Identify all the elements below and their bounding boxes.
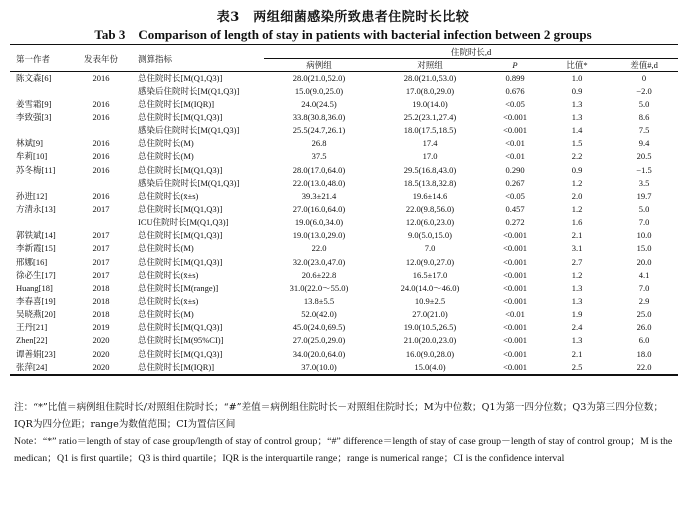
cell-year: 2016: [92, 190, 110, 201]
cell-ratio: 3.1: [571, 243, 583, 254]
cell-year: 2019: [92, 322, 110, 333]
cell-case: 13.8±5.5: [303, 295, 335, 306]
cell-case: 32.0(23.0,47.0): [292, 256, 346, 267]
cell-diff: 4.1: [638, 269, 650, 280]
cell-indicator: 感染后住院时长[M(Q1,Q3)]: [138, 85, 240, 96]
cell-author: [10, 124, 72, 137]
cell-case: 45.0(24.0,69.5): [292, 322, 346, 333]
cell-control: 24.0(14.0～46.0): [400, 282, 460, 293]
cell-p: <0.05: [505, 190, 525, 201]
cell-diff: 25.0: [636, 309, 652, 320]
cell-year: [72, 84, 130, 97]
cell-ratio: 2.1: [571, 348, 583, 359]
cell-diff: 0: [641, 72, 647, 83]
cell-indicator: 总住院时长[M(Q1,Q3)]: [138, 164, 223, 175]
cell-author: [10, 216, 72, 229]
cell-year: [72, 216, 130, 229]
cell-ratio: 1.3: [571, 295, 583, 306]
table-row: [10, 137, 678, 150]
cell-indicator: 总住院时长[M(Q1,Q3)]: [138, 111, 223, 122]
cell-control: 18.0(17.5,18.5): [403, 125, 457, 136]
cell-control: 21.0(20.0,23.0): [403, 335, 457, 346]
cell-year: 2020: [92, 348, 110, 359]
cell-p: 0.457: [505, 203, 525, 214]
cell-indicator: 总住院时长[M(Q1,Q3)]: [138, 72, 223, 83]
cell-case: 26.8: [311, 138, 327, 149]
table-row: [10, 71, 678, 84]
cell-control: 19.0(14.0): [412, 98, 448, 109]
cell-indicator: 总住院时长[M(IQR)]: [138, 361, 215, 372]
cell-p: 0.272: [505, 217, 525, 228]
cell-p: <0.001: [503, 361, 527, 372]
header-diff: 差值#,d: [630, 60, 658, 70]
cell-author: 牟莉[10]: [16, 151, 48, 162]
cell-p: <0.001: [503, 125, 527, 136]
header-rule: [10, 71, 678, 72]
cell-p: 0.676: [505, 85, 525, 96]
cell-year: 2017: [92, 256, 110, 267]
table-row: [10, 347, 678, 360]
cell-diff: 8.6: [638, 111, 650, 122]
cell-author: 张萍[24]: [16, 361, 48, 372]
cell-ratio: 1.2: [571, 269, 583, 280]
cell-diff: 20.5: [636, 151, 652, 162]
cell-indicator: 总住院时长[M(Q1,Q3)]: [138, 230, 223, 241]
cell-ratio: 1.2: [571, 177, 583, 188]
table-row: [10, 124, 678, 137]
cell-case: 22.0: [311, 243, 327, 254]
cell-ratio: 2.1: [571, 230, 583, 241]
cell-year: 2016: [92, 98, 110, 109]
cell-case: 22.0(13.0,48.0): [292, 177, 346, 188]
cell-p: <0.001: [503, 256, 527, 267]
cell-p: <0.001: [503, 295, 527, 306]
table-row: [10, 84, 678, 97]
table-row: [10, 216, 678, 229]
header-p: P: [512, 60, 518, 70]
cell-control: 18.5(13.8,32.8): [403, 177, 457, 188]
cell-control: 12.0(9.0,27.0): [405, 256, 455, 267]
cell-control: 16.5±17.0: [412, 269, 448, 280]
cell-p: <0.01: [505, 138, 525, 149]
table-row: [10, 163, 678, 176]
cell-ratio: 1.2: [571, 203, 583, 214]
cell-control: 28.0(21.0,53.0): [403, 72, 457, 83]
cell-case: 15.0(9.0,25.0): [294, 85, 344, 96]
cell-control: 22.0(9.8,56.0): [405, 203, 455, 214]
cell-diff: 9.4: [638, 138, 650, 149]
cell-control: 15.0(4.0): [414, 361, 446, 372]
cell-ratio: 1.5: [571, 138, 583, 149]
cell-author: 姜雪霜[9]: [16, 98, 52, 109]
cell-p: <0.001: [503, 282, 527, 293]
cell-case: 33.8(30.8,36.0): [292, 111, 346, 122]
header-los-group: 住院时长,d: [264, 46, 678, 59]
cell-year: [72, 124, 130, 137]
table-row: [10, 308, 678, 321]
cell-author: [10, 176, 72, 189]
cell-control: 19.6±14.6: [412, 190, 448, 201]
cell-year: 2018: [92, 282, 110, 293]
los-comparison-table: [10, 46, 678, 373]
cell-p: <0.001: [503, 243, 527, 254]
cell-case: 19.0(6.0,34.0): [294, 217, 344, 228]
cell-ratio: 0.9: [571, 164, 583, 175]
cell-indicator: 总住院时长[M(95%CI)]: [138, 335, 224, 346]
cell-diff: 5.0: [638, 98, 650, 109]
cell-year: 2020: [92, 361, 110, 372]
cell-case: 24.0(24.5): [301, 98, 337, 109]
cell-indicator: ICU住院时长[M(Q1,Q3)]: [138, 217, 229, 228]
cell-author: 邢娜[16]: [16, 256, 48, 267]
cell-p: <0.001: [503, 269, 527, 280]
header-case: 病例组: [306, 60, 332, 70]
cell-case: 34.0(20.0,64.0): [292, 348, 346, 359]
cell-year: [72, 176, 130, 189]
cell-year: 2016: [92, 151, 110, 162]
cell-diff: 2.9: [638, 295, 650, 306]
cell-ratio: 1.3: [571, 335, 583, 346]
cell-diff: 26.0: [636, 322, 652, 333]
cell-year: 2017: [92, 269, 110, 280]
cell-p: <0.001: [503, 111, 527, 122]
cell-ratio: 2.0: [571, 190, 583, 201]
cell-year: 2016: [92, 138, 110, 149]
cell-p: <0.001: [503, 230, 527, 241]
table-row: [10, 360, 678, 373]
cell-diff: 3.5: [638, 177, 650, 188]
header-control: 对照组: [417, 60, 443, 70]
cell-ratio: 2.7: [571, 256, 583, 267]
cell-control: 17.4: [422, 138, 438, 149]
cell-diff: 7.0: [638, 217, 650, 228]
cell-case: 28.0(21.0,52.0): [292, 72, 346, 83]
table-row: [10, 255, 678, 268]
cell-ratio: 2.2: [571, 151, 583, 162]
cell-indicator: 感染后住院时长[M(Q1,Q3)]: [138, 177, 240, 188]
cell-p: <0.001: [503, 322, 527, 333]
table-row: [10, 97, 678, 110]
cell-author: 李致强[3]: [16, 111, 52, 122]
table-title-en: Tab 3 Comparison of length of stay in patients with bacterial infection between 2 groups: [94, 27, 592, 42]
cell-indicator: 总住院时长[M(Q1,Q3)]: [138, 256, 223, 267]
cell-control: 12.0(6.0,23.0): [405, 217, 455, 228]
cell-author: [10, 84, 72, 97]
table-row: [10, 229, 678, 242]
table-title-cn: 表3 两组细菌感染所致患者住院时长比较: [216, 10, 470, 25]
cell-case: 19.0(13.0,29.0): [292, 230, 346, 241]
cell-author: 李春喜[19]: [16, 295, 56, 306]
header-year: 发表年份: [83, 53, 118, 64]
cell-diff: 22.0: [636, 361, 652, 372]
cell-ratio: 1.6: [571, 217, 583, 228]
cell-indicator: 总住院时长[M(IQR)]: [138, 98, 215, 109]
cell-author: 陈文森[6]: [16, 72, 52, 83]
table-row: [10, 281, 678, 294]
cell-indicator: 总住院时长(M): [138, 243, 194, 254]
cell-case: 39.3±21.4: [301, 190, 337, 201]
cell-year: 2016: [92, 72, 110, 83]
cell-p: 0.899: [505, 72, 525, 83]
cell-indicator: 总住院时长[M(Q1,Q3)]: [138, 322, 223, 333]
cell-author: Huang[18]: [16, 282, 53, 293]
cell-case: 27.0(25.0,29.0): [292, 335, 346, 346]
cell-diff: 20.0: [636, 256, 652, 267]
table-row: [10, 242, 678, 255]
cell-year: 2017: [92, 230, 110, 241]
cell-case: 20.6±22.8: [301, 269, 337, 280]
cell-indicator: 总住院时长(x̄±s): [138, 190, 199, 201]
header-ratio: 比值*: [566, 60, 588, 70]
cell-diff: 7.5: [638, 125, 650, 136]
cell-control: 16.0(9.0,28.0): [405, 348, 455, 359]
cell-indicator: 总住院时长(M): [138, 309, 194, 320]
cell-ratio: 1.3: [571, 282, 583, 293]
cell-ratio: 2.4: [571, 322, 583, 333]
cell-p: 0.267: [505, 177, 525, 188]
cell-case: 27.0(16.0,64.0): [292, 203, 346, 214]
cell-year: 2017: [92, 203, 110, 214]
cell-case: 25.5(24.7,26.1): [292, 125, 346, 136]
cell-year: 2017: [92, 243, 110, 254]
table-row: [10, 176, 678, 189]
cell-author: 王丹[21]: [16, 322, 48, 333]
cell-indicator: 总住院时长[M(Q1,Q3)]: [138, 203, 223, 214]
cell-year: 2016: [92, 164, 110, 175]
cell-author: 孙进[12]: [16, 190, 48, 201]
cell-author: 谭善娟[23]: [16, 348, 56, 359]
footnote-cn: 注：“*”比值＝病例组住院时长/对照组住院时长；“#”差值＝病例组住院时长－对照组住院时长；M为中位数；Q1为第一四分位数；Q3为第三四分位数；IQR为四分位距；range为数值范围；CI为置信区间: [14, 402, 664, 430]
cell-case: 37.5: [311, 151, 327, 162]
table-row: [10, 294, 678, 307]
cell-case: 37.0(10.0): [301, 361, 337, 372]
cell-author: 吴晓燕[20]: [16, 309, 56, 320]
cell-ratio: 1.3: [571, 111, 583, 122]
cell-control: 10.9±2.5: [414, 295, 446, 306]
bottom-rule: [10, 374, 678, 375]
cell-control: 25.2(23.1,27.4): [403, 111, 457, 122]
cell-indicator: 总住院时长(M): [138, 151, 194, 162]
cell-year: 2018: [92, 295, 110, 306]
cell-author: 苏冬梅[11]: [16, 164, 56, 175]
cell-p: <0.001: [503, 348, 527, 359]
cell-author: 林斌[9]: [16, 138, 43, 149]
cell-control: 27.0(21.0): [412, 309, 448, 320]
cell-author: 方清永[13]: [16, 203, 56, 214]
cell-ratio: 1.0: [571, 72, 583, 83]
table-row: [10, 150, 678, 163]
cell-diff: 7.0: [638, 282, 650, 293]
cell-diff: 15.0: [636, 243, 652, 254]
footnote-en: Note：“*” ratio＝length of stay of case group/length of stay of control group；“#” difference＝length of stay of case group－length of stay of control group；M is the medican；Q1 is first quartile；Q3 is third quartile；IQR is the interquartile range；range is numerical range；CI is the confidence interval: [14, 436, 673, 464]
table-body: [10, 71, 678, 373]
cell-indicator: 总住院时长(x̄±s): [138, 295, 199, 306]
header-author: 第一作者: [16, 53, 51, 64]
table-row: [10, 110, 678, 123]
cell-p: <0.001: [503, 335, 527, 346]
cell-control: 17.0(8.0,29.0): [405, 85, 455, 96]
cell-diff: 6.0: [638, 335, 650, 346]
cell-indicator: 感染后住院时长[M(Q1,Q3)]: [138, 125, 240, 136]
cell-case: 52.0(42.0): [301, 309, 337, 320]
cell-control: 29.5(16.8,43.0): [403, 164, 457, 175]
cell-year: 2020: [92, 335, 110, 346]
cell-p: <0.05: [505, 98, 525, 109]
table-row: [10, 202, 678, 215]
cell-ratio: 1.4: [571, 125, 583, 136]
table-row: [10, 334, 678, 347]
table-row: [10, 321, 678, 334]
cell-year: 2018: [92, 309, 110, 320]
cell-author: 李新霞[15]: [16, 243, 56, 254]
cell-control: 9.0(5.0,15.0): [408, 230, 452, 241]
cell-control: 7.0: [424, 243, 436, 254]
cell-ratio: 0.9: [571, 85, 583, 96]
cell-diff: −2.0: [636, 85, 652, 96]
cell-p: 0.290: [505, 164, 525, 175]
table-row: [10, 268, 678, 281]
table-row: [10, 189, 678, 202]
cell-diff: 5.0: [638, 203, 650, 214]
cell-ratio: 1.3: [571, 98, 583, 109]
cell-year: 2016: [92, 111, 110, 122]
cell-p: <0.01: [505, 151, 525, 162]
cell-author: 郭铁斌[14]: [16, 230, 56, 241]
cell-ratio: 1.9: [571, 309, 583, 320]
cell-indicator: 总住院时长[M(range)]: [138, 282, 219, 293]
cell-case: 28.0(17.0,64.0): [292, 164, 346, 175]
cell-diff: 19.7: [636, 190, 652, 201]
cell-control: 17.0: [422, 151, 438, 162]
cell-diff: −1.5: [636, 164, 652, 175]
cell-ratio: 2.5: [571, 361, 583, 372]
cell-author: 徐必生[17]: [16, 269, 56, 280]
cell-diff: 18.0: [636, 348, 652, 359]
cell-indicator: 总住院时长[M(Q1,Q3)]: [138, 348, 223, 359]
cell-indicator: 总住院时长(M): [138, 138, 194, 149]
cell-control: 19.0(10.5,26.5): [403, 322, 457, 333]
cell-case: 31.0(22.0～55.0): [289, 282, 349, 293]
cell-author: Zhen[22]: [16, 335, 48, 346]
header-indicator: 测算指标: [138, 53, 173, 64]
cell-diff: 10.0: [636, 230, 652, 241]
cell-indicator: 总住院时长(x̄±s): [138, 269, 199, 280]
cell-p: <0.01: [505, 309, 525, 320]
